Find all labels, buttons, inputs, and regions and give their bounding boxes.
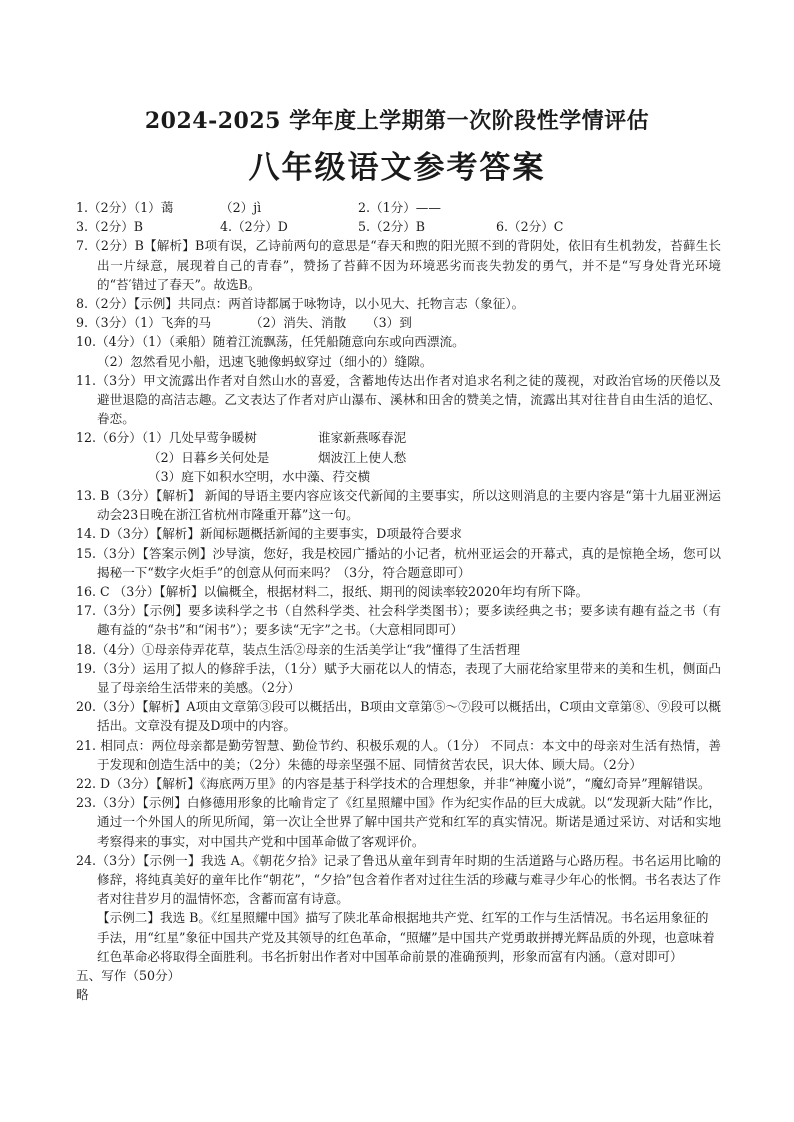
section-five-answer: 略 bbox=[76, 987, 89, 1003]
answer-14: 14. D（3分）【解析】新闻标题概括新闻的主要事实，D项最符合要求 bbox=[76, 526, 462, 542]
answer-row-3-6 bbox=[76, 217, 721, 236]
answer-7: 7.（2分）B【解析】B项有误，乙诗前两句的意思是“春天和煦的阳光照不到的背阴处，依旧有生机勃发，苔藓生长出一片绿意，展现着自己的青春”，赞扬了苔藓不因为环境恶劣而丧失勃发的勇气，并不是“写身处背光环境的“苔′错过了春天”。故选B。 bbox=[76, 238, 721, 292]
answer-9-3: （3）到 bbox=[366, 315, 412, 331]
answer-2: 2.（1分）—— bbox=[358, 200, 441, 215]
answer-10-1: 10.（4分）（1）（乘船）随着江流飘荡，任凭船随意向东或向西漂流。 bbox=[76, 334, 465, 350]
section-five-heading: 五、写作（50分） bbox=[76, 968, 181, 984]
document-title: 2024-2025 学年度上学期第一次阶段性学情评估 bbox=[144, 108, 650, 134]
answer-12-2 bbox=[76, 448, 721, 467]
answer-22: 22. D（3分）【解析】《海底两万里》的内容是基于科学技术的合理想象，并非“神魔小说”，“魔幻奇异”理解错误。 bbox=[76, 776, 711, 791]
answer-4: 4.（2分）D bbox=[220, 219, 288, 235]
answer-12-1b: 谁家新燕啄春泥 bbox=[318, 430, 407, 446]
answer-15: 15.（3分）【答案示例】沙导演，您好，我是校园广播站的小记者，杭州亚运会的开幕式，真的是惊艳全场，您可以揭秘一下“数字火炬手”的创意从何而来吗？（3分，符合题意即可） bbox=[76, 545, 721, 580]
answer-20: 20.（3分）【解析】A项由文章第③段可以概括出，B项由文章第⑤～⑦段可以概括出，C项由文章第⑧、⑨段可以概括出。文章没有提及D项中的内容。 bbox=[76, 699, 721, 734]
answer-12-2a: （2）日暮乡关何处是 bbox=[148, 449, 270, 465]
answer-1-1: 1.（2分）（1）蔼 bbox=[76, 200, 174, 215]
answer-9 bbox=[76, 313, 721, 332]
answer-9-2: （2）消失、消散 bbox=[250, 315, 347, 331]
answer-13: 13. B（3分）【解析】 新闻的导语主要内容应该交代新闻的主要事实，所以这则消息的主要内容是“第十九届亚洲运动会23日晚在浙江省杭州市隆重开幕”这一句。 bbox=[76, 487, 721, 523]
answer-list bbox=[76, 198, 721, 1004]
answer-6: 6.（2分）C bbox=[496, 219, 564, 235]
answer-12-1a: 12.（6分）（1）几处早莺争暖树 bbox=[76, 430, 257, 446]
answer-8: 8.（2分）【示例】共同点：两首诗都属于咏物诗，以小见大、托物言志（象征）。 bbox=[76, 295, 525, 311]
answer-19: 19.（3分）运用了拟人的修辞手法，（1分）赋予大丽花以人的情态，表现了大丽花给家里带来的美和生机，侧面凸显了母亲给生活带来的美感。（2分） bbox=[76, 660, 721, 695]
answer-24-example-2: 【示例二】我选 B。《红星照耀中国》描写了陕北革命根据地共产党、红军的工作与生活情况。书名运用象征的手法，用“红星”象征中国共产党及其领导的红色革命，“照耀”是中国共产党勇敢拼搏光辉品质的外现，也意味着红色革命必将取得全面胜利。书名折射出作者对中国革命前景的准确预判，形象而富有内涵。（意对即可） bbox=[97, 910, 715, 964]
answer-3: 3.（2分）B bbox=[76, 219, 144, 235]
answer-21: 21. 相同点：两位母亲都是勤劳智慧、勤俭节约、积极乐观的人。（1分） 不同点：本文中的母亲对生活有热情，善于发现和创造生活中的美；（2分）朱德的母亲坚强不屈、同情贫苦农民，识大体、顾大局。（2分） bbox=[76, 737, 721, 772]
answer-12-1 bbox=[76, 428, 721, 447]
answer-12-2b: 烟波江上使人愁 bbox=[318, 449, 407, 465]
answer-12-3 bbox=[76, 467, 721, 486]
answer-17: 17.（3分）【示例】要多读科学之书（自然科学类、社会科学类图书）；要多读经典之书；要多读有趣有益之书（有趣有益的“杂书”和“闲书”）；要多读“无字”之书。（大意相同即可） bbox=[76, 603, 721, 638]
answer-9-1: 9.（3分）（1）飞奔的马 bbox=[76, 315, 212, 331]
answer-24-example-1: 24.（3分）【示例一】我选 A。《朝花夕拾》记录了鲁迅从童年到青年时期的生活道路与心路历程。书名运用比喻的修辞，将纯真美好的童年比作“朝花”，“夕拾”包含着作者对过往生活的珍藏与难寻少年心的怅惘。书名表达了作者对往昔岁月的温情怀恋，含蓄而富有诗意。 bbox=[76, 852, 721, 907]
answer-12-3a: （3）庭下如积水空明，水中藻、荇交横 bbox=[148, 468, 371, 484]
answer-row-1-2 bbox=[76, 198, 721, 217]
answer-11: 11.（3分）甲文流露出作者对自然山水的喜爱，含蓄地传达出作者对追求名利之徒的蔑视，对政治官场的厌倦以及避世退隐的高洁志趣。乙文表达了作者对庐山瀑布、溪林和田舍的赞美之情，流露出其对往昔自由生活的追忆、眷恋。 bbox=[76, 372, 721, 427]
answer-1-2: （2）jì bbox=[220, 200, 262, 215]
answer-5: 5.（2分）B bbox=[358, 219, 426, 235]
document-subtitle: 八年级语文参考答案 bbox=[248, 150, 546, 186]
answer-18: 18.（4分）①母亲侍弄花草，装点生活②母亲的生活美学让“我”懂得了生活哲理 bbox=[76, 641, 520, 657]
answer-16: 16. C （3分）【解析】以偏概全，根据材料二，报纸、期刊的阅读率较2020年均有所下降。 bbox=[76, 583, 589, 599]
answer-23: 23.（3分）【示例】白修德用形象的比喻肯定了《红星照耀中国》作为纪实作品的巨大成就。以“发现新大陆”作比，通过一个外国人的所见所闻，第一次让全世界了解中国共产党和红军的真实情况。斯诺是通过采访、对话和实地考察得来的事实，对中国共产党和中国革命做了客观评价。 bbox=[76, 795, 721, 849]
answer-10-2: （2）忽然看见小船，迅速飞驰像蚂蚁穿过（细小的）缝隙。 bbox=[97, 353, 433, 369]
